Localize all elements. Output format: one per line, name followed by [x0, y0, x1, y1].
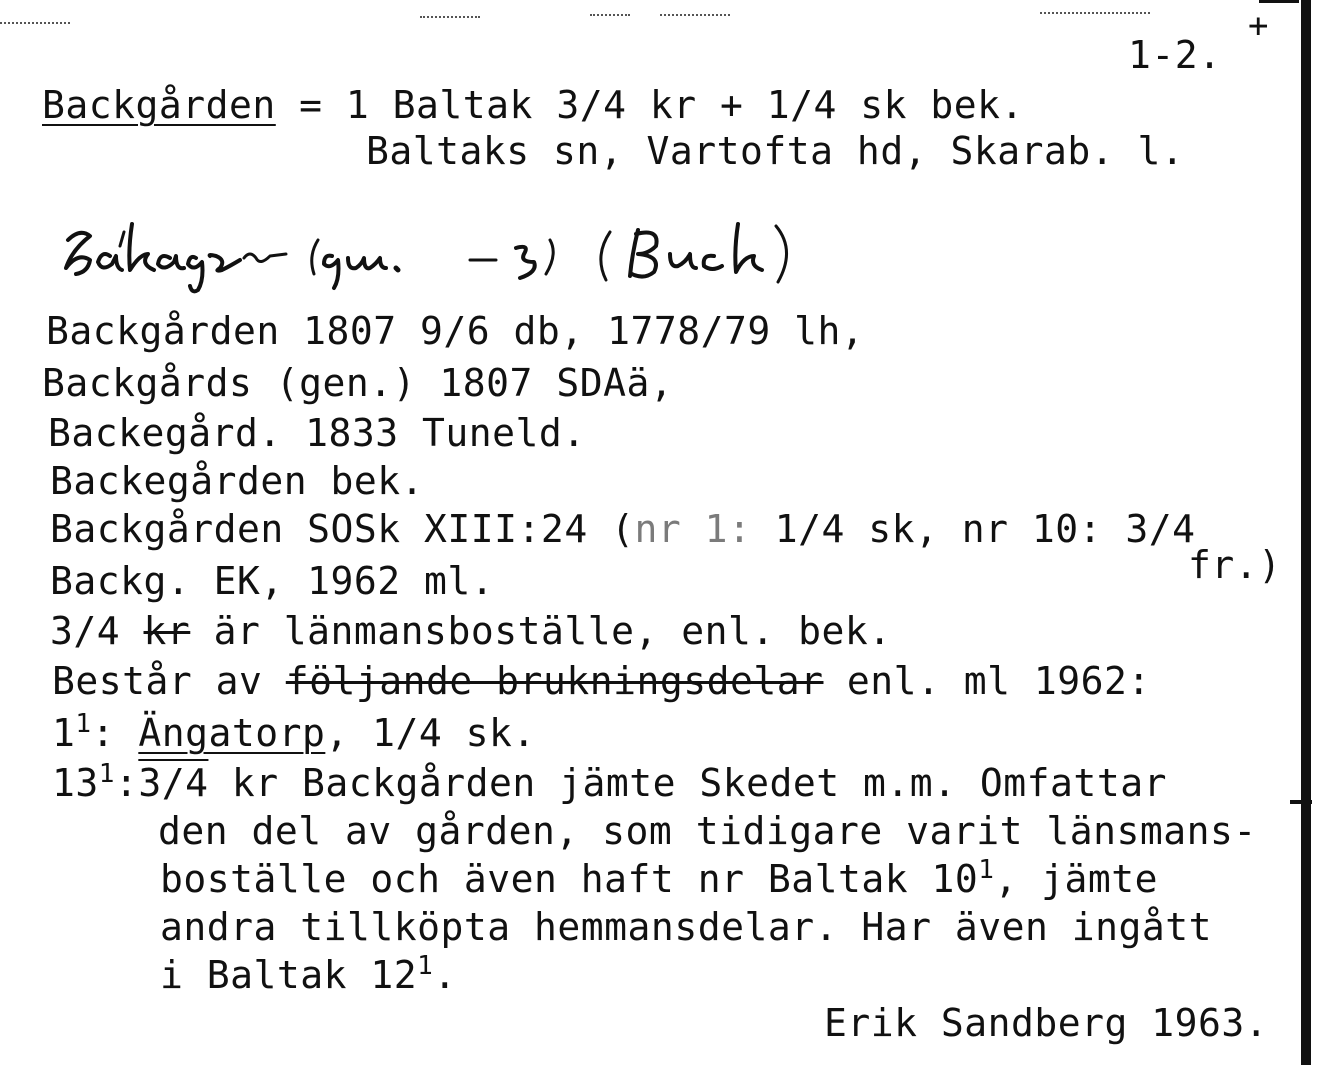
scan-artifact	[420, 16, 480, 20]
record-line-8-part: Består av	[52, 659, 286, 703]
record-line-1: Backgården 1807 9/6 db, 1778/79 lh,	[46, 309, 865, 353]
record-line-14-part: .	[433, 953, 457, 997]
parcel-description: kr Backgården jämte Skedet m.m. Omfattar	[208, 761, 1167, 805]
record-line-12-part: , jämte	[994, 857, 1159, 901]
parcel-separator: :	[114, 761, 139, 805]
plus-mark-icon: +	[1248, 6, 1269, 46]
card-right-edge	[1301, 0, 1311, 1065]
location-line: Baltaks sn, Vartofta hd, Skarab. l.	[366, 129, 1185, 173]
edge-dash-mark	[1290, 800, 1312, 804]
record-line-10	[52, 759, 1167, 805]
record-line-13: andra tillköpta hemmansdelar. Har även ingått	[160, 905, 1213, 949]
record-line-4: Backegården bek.	[50, 459, 425, 503]
scan-artifact	[590, 14, 630, 18]
record-line-8-struck: följande brukningsdelar	[285, 659, 824, 703]
card-title-rest: = 1 Baltak 3/4 kr + 1/4 sk bek.	[275, 83, 1024, 127]
record-line-5-part: 1/4 sk, nr 10: 3/4	[751, 507, 1196, 551]
record-line-7-part: är länmansboställe, enl. bek.	[190, 609, 892, 653]
record-line-2: Backgårds (gen.) 1807 SDAä,	[42, 361, 674, 405]
record-line-12-part: boställe och även haft nr Baltak 10	[160, 857, 979, 901]
parcel-number: 13	[52, 761, 99, 805]
record-line-8-part: enl. ml 1962:	[823, 659, 1151, 703]
scan-artifact	[0, 22, 70, 26]
card-number: 1-2.	[1128, 33, 1222, 77]
record-line-5-part: Backgården SOSk XIII:24 (	[50, 507, 635, 551]
parcel-share: , 1/4 sk.	[325, 711, 536, 755]
record-line-8	[52, 659, 1151, 703]
record-line-14-superscript: 1	[417, 951, 434, 981]
parcel-superscript: 1	[98, 759, 115, 789]
record-line-14	[160, 951, 457, 997]
record-line-14-part: i Baltak 12	[160, 953, 418, 997]
record-line-12	[160, 855, 1159, 901]
record-line-11: den del av gården, som tidigare varit länsmans-	[158, 809, 1257, 853]
parcel-number: 1	[52, 711, 76, 755]
parcel-share: 3/4	[138, 761, 209, 805]
card-title: Backgården	[42, 83, 276, 127]
record-line-6: Backg. EK, 1962 ml.	[50, 559, 495, 603]
record-line-9	[52, 709, 536, 755]
record-line-5-continuation: fr.)	[1188, 543, 1282, 587]
record-line-5-faint: nr 1:	[634, 507, 752, 551]
card-top-edge-mark	[1259, 0, 1299, 3]
record-line-7-part: 3/4	[50, 609, 144, 653]
record-line-7	[50, 609, 892, 653]
record-line-3: Backegård. 1833 Tuneld.	[48, 411, 586, 455]
record-line-7-struck: kr	[143, 609, 191, 653]
header-line	[42, 83, 1024, 127]
parcel-superscript: 1	[75, 709, 92, 739]
author-signature: Erik Sandberg 1963.	[824, 1001, 1269, 1045]
scan-artifact	[660, 14, 730, 18]
record-line-5	[50, 507, 1196, 551]
handwritten-note-signature	[50, 210, 840, 295]
parcel-separator: :	[91, 711, 139, 755]
parcel-name: Ängatorp	[138, 711, 326, 755]
record-line-12-superscript: 1	[978, 855, 995, 885]
scan-artifact	[1040, 12, 1150, 16]
